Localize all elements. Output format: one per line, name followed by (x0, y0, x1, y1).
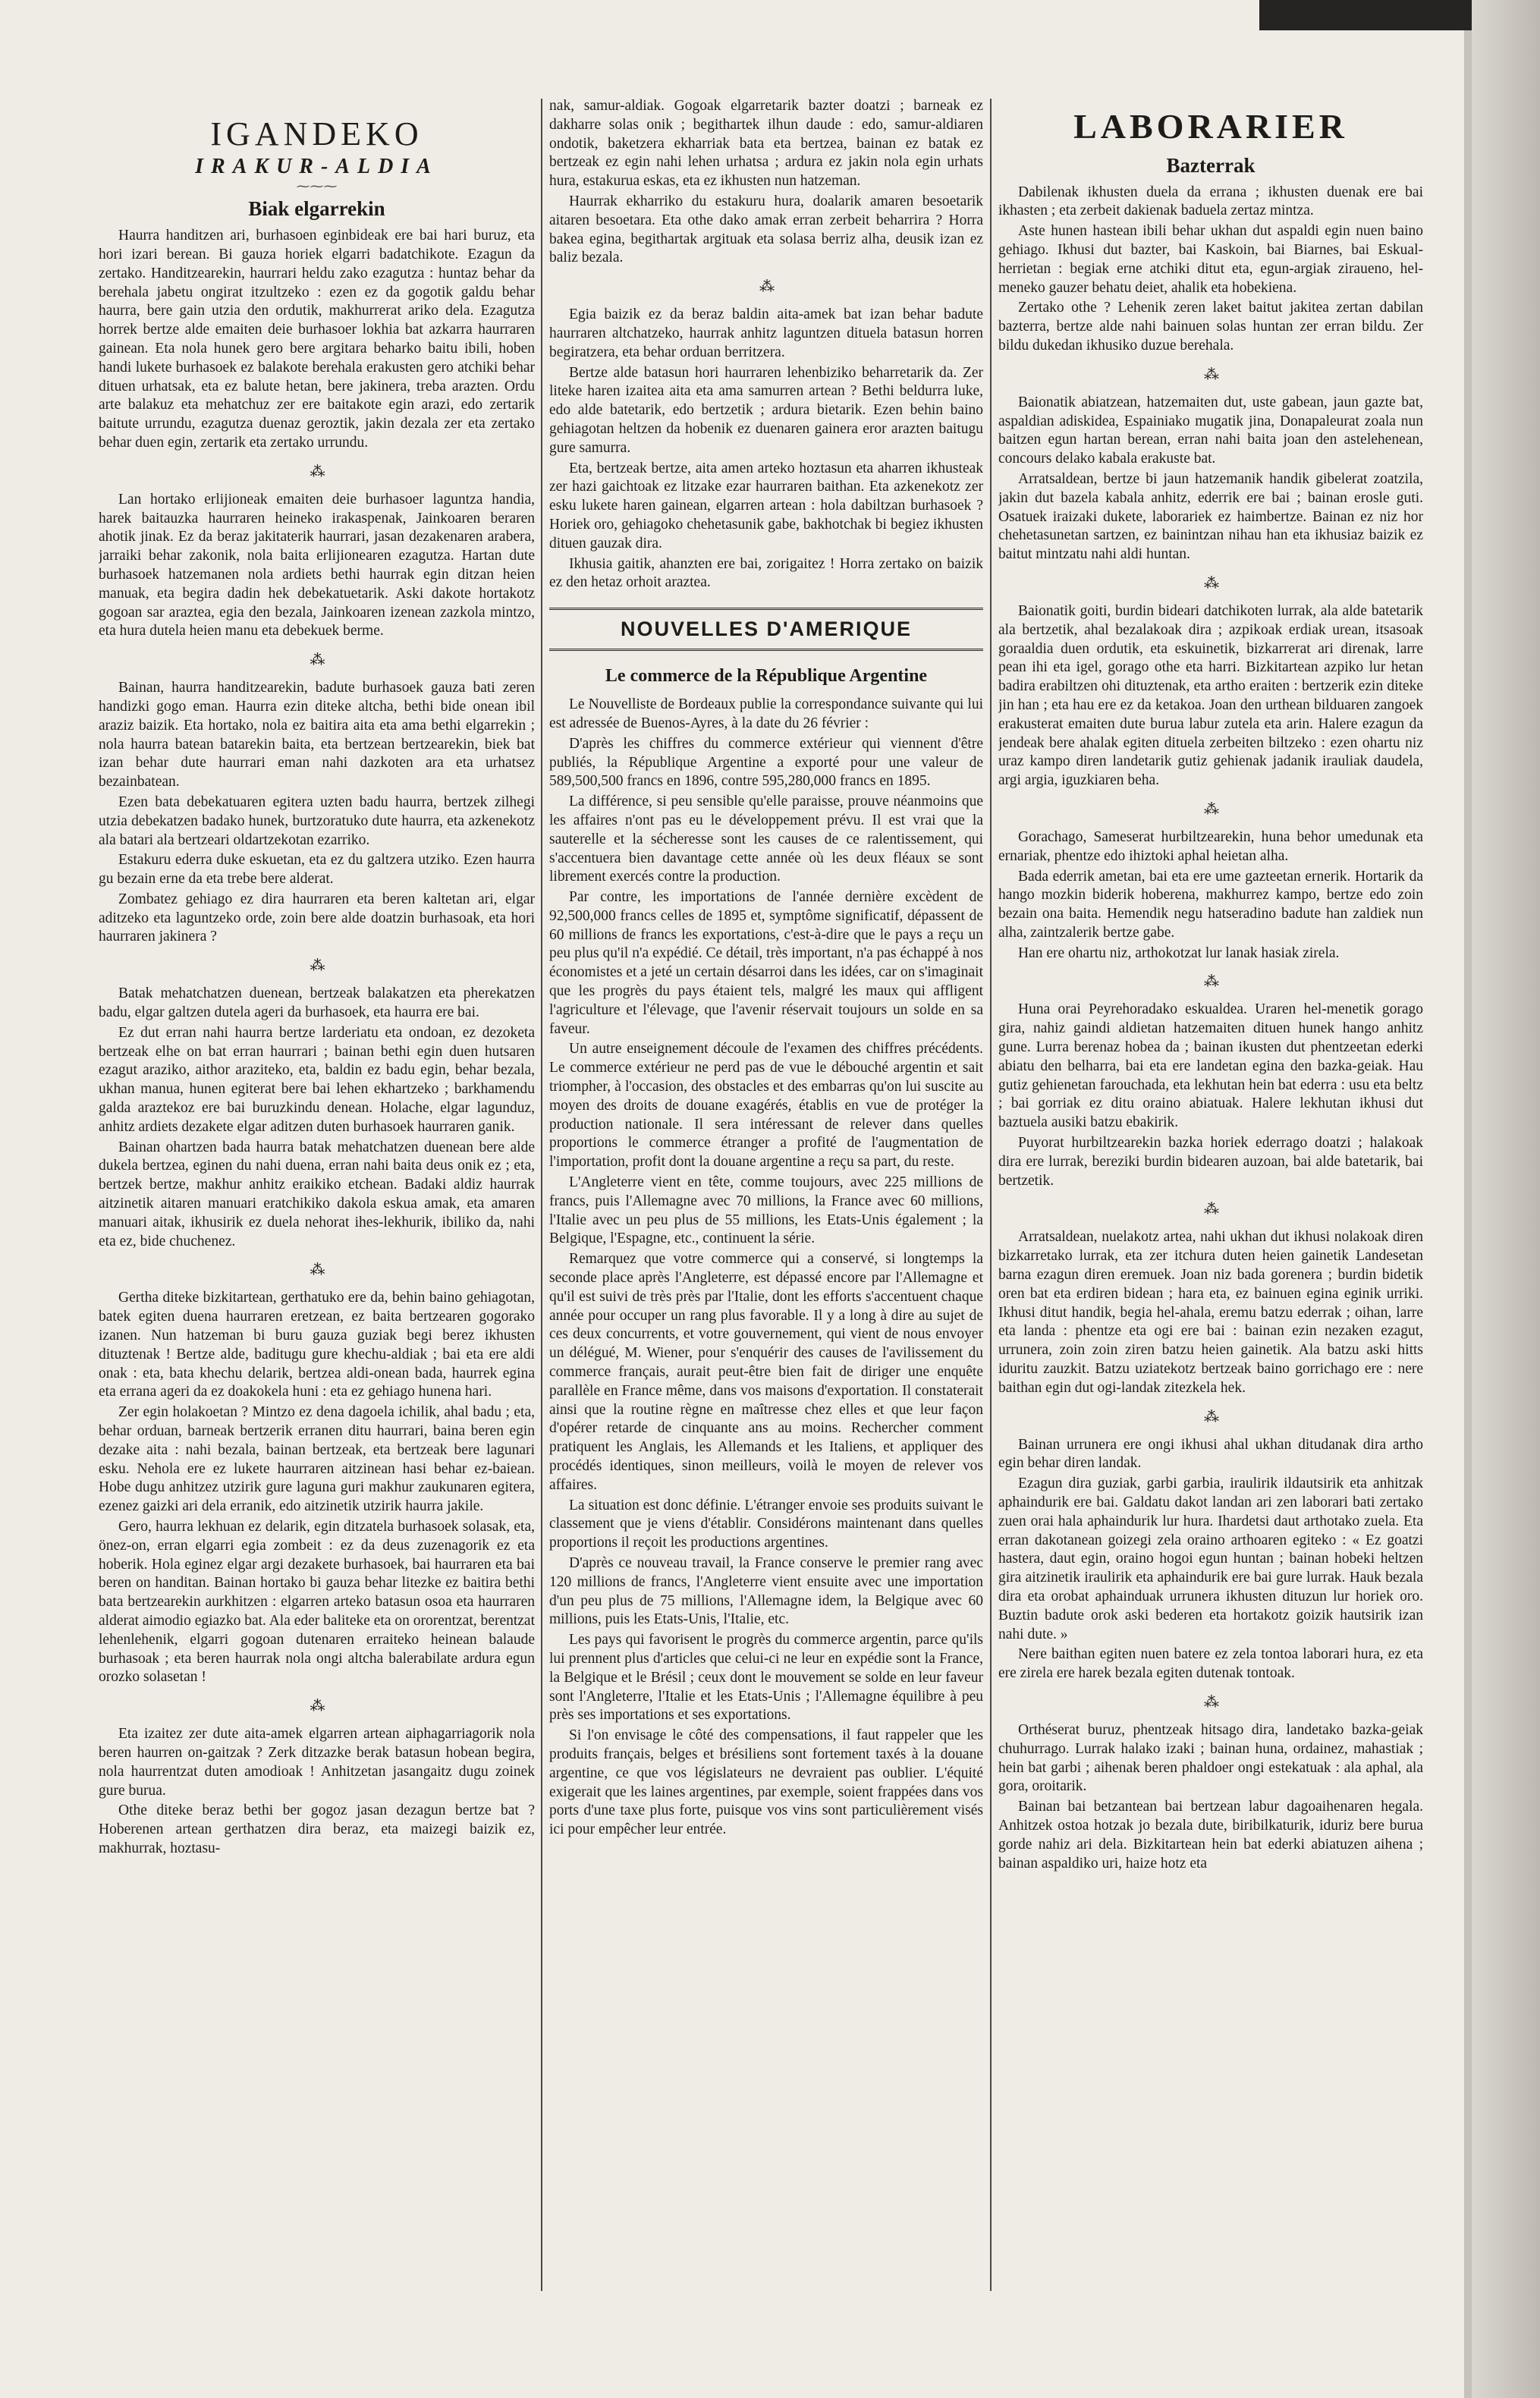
nouvelles-banner (549, 608, 983, 651)
paragraph: Aste hunen hastean ibili behar ukhan dut aspaldi egin nuen baino gehiago. Ikhusi dut bazter, bai Kaskoin, bai Biarnes, bai Eskual-herrietan : begiak erne atchiki ditut eta, egun-argiak ziraueno, hel-meneko gauzer behatu deiet, ahalik eta hobekiena. (998, 223, 1423, 296)
column-rule-left (541, 99, 542, 2291)
column-rule-right (990, 99, 992, 2291)
paragraph: Nere baithan egiten nuen batere ez zela tontoa laborari hura, ez eta ere zirela ere harek bezala egiten dutenak tontoak. (998, 1646, 1423, 1682)
asterism-ornament: ⁂ (310, 463, 324, 480)
biak-elgarrekin-heading: Biak elgarrekin (248, 197, 385, 221)
paragraph: Eta, bertzeak bertze, aita amen arteko hoztasun eta aharren ikhusteak zer hazi gaichtoak ez litzake ezar haurraren baithan. Eta azkenekotz zer esku lukete haren gainean, elgarren artean : hola dabiltzan burhasoek ? Horiek oro, gehiagoko chehetasunik gabe, bakhotchak bi begiez ikhusten dituen gauzak dira. (549, 460, 983, 552)
article-paragraph: Remarquez que votre commerce qui a conservé, si longtemps la seconde place après l'Angleterre, est dépassé encore par l'Allemagne et qu'il est suivi de très près par l'Italie, dont les efforts s'accentuent chaque année pour occuper un rang plus favorable. Il y a long à dire au sujet de ces deux concurrents, et votre gouvernement, qui vient de nous envoyer un délégué, M. Wiener, pour s'enquérir des causes de l'avilissement du commerce français, aurait peut-être bien fait de diriger une enquête parallèle en France même, dans vos maisons d'exportation. Il constaterait ainsi que la routine règne en maîtresse chez elles et que leur façon d'opérer retarde de cinquante ans au moins. Rechercher comment pratiquent les Anglais, les Allemands et les Italiens, et appliquer des procédés identiques, sinon meilleurs, voilà le moyen de relever vos affaires. (549, 1251, 983, 1493)
column-middle (549, 97, 983, 2335)
paragraph: Gertha diteke bizkitartean, gerthatuko ere da, behin baino gehiagotan, batek egiten duena haurraren eretzean, ez baita bertzearen gogorako izanen. Nun hatzeman bi buru gauza guziak begi berez ikhusten dituztenak ! Bertze alde, baditugu gure khechu-aldiak ; bai eta ere aldi onak : eta, bata khechu delarik, bertzea aldi-onean bada, haurrek egina eta errana ageri da ez doakokela huni : eta ez gehiago hunena hari. (99, 1290, 535, 1400)
paragraph: Puyorat hurbiltzearekin bazka horiek ederrago doatzi ; halakoak dira ere lurrak, bereziki burdin bidearen auzoan, bai alde batetarik, bai bertzetik. (998, 1135, 1423, 1189)
article-title: Le commerce de la République Argentine (605, 666, 928, 687)
paragraph: Zombatez gehiago ez dira haurraren eta beren kaltetan ari, elgar aditzeko eta laguntzeko orde, zoin bere alde doatzin burhasoak, eta hori haurraren jakinera ? (99, 891, 535, 945)
paragraph: Haurrak ekharriko du estakuru hura, doalarik amaren besoetarik aitaren besoetara. Eta othe dako amak erran zerbeit beharrira ? Horra bakea egina, begithartak argituak eta solasa berriz alha, deusik izan ez baliz bezala. (549, 193, 983, 266)
article-paragraph: D'après les chiffres du commerce extérieur qui viennent d'être publiés, la République Argentine a exporté pour une valeur de 589,500,500 francs en 1896, contre 595,280,000 francs en 1895. (549, 735, 983, 790)
paragraph: Gero, haurra lekhuan ez delarik, egin ditzatela burhasoek solasak, eta, önez-on, erran elgarri egia zombeit : ez da deus zuzenagorik ez eta hoberik. Hola eginez elgar argi dezakete burhasoek, bai haurraren eta bai beren on handitan. Bainan hortako bi gauza behar litezke ez baitira bethi bata bertzearekin aurkhitzen : elgarren arteko batasun osoa eta haurraren alderat aimodio egiazko bat. Ala eder baliteke eta on ororentzat, berentzat lehenlehenik, elgarri gogoan dutenaren erraiteko heinean balaude burhasoak ; eta beren haurrak nola ongi altcha balerabilate ardura egun orozko solasetan ! (99, 1519, 535, 1686)
column-igandeko (99, 97, 535, 2335)
igandeko-title: IGANDEKO (210, 115, 423, 152)
paragraph: Baionatik abiatzean, hatzemaiten dut, uste gabean, jaun gazte bat, aspaldian adiskidea, Espainiako mugatik jina, Donapaleurat zoala nun baitzen egun hartan berean, erran nahi baita joan den astelehenean, concours delako kabala erakuste bat. (998, 394, 1423, 467)
paragraph: Ikhusia gaitik, ahanzten ere bai, zorigaitez ! Horra zertako on baizik ez den hetaz orhoit araztea. (549, 555, 983, 591)
paragraph: Ez dut erran nahi haurra bertze larderiatu eta ondoan, ez dezoketa bertzeak elhe on bat erran haurrari ; bainan bethi egin duen hutsaren ezagut araziko, aithor araziteko, eta, baldin ez badu egin, behar bezala, ukhan manua, hunen egiterat bere bai lehen ekhartzeko ; barkhamendu galda araztekoz ere bai buruzkindu denean. Holache, elgar lagunduz, anhitz ardiets dezakete elgar aditzen duten burhasoek haurraren ganik. (99, 1024, 535, 1135)
article-paragraph: Le Nouvelliste de Bordeaux publie la correspondance suivante qui lui est adressée de Buenos-Ayres, à la date du 26 février : (549, 696, 983, 731)
article-paragraph: Si l'on envisage le côté des compensations, il faut rappeler que les produits français, belges et brésiliens sont fortement taxés à la douane argentine, ce que vos législateurs ne devraient pas oublier. L'équité exigerait que les laines argentines, par exemple, soient frappées dans vos ports d'une taxe plus forte, puisque vos vins sont particulièrement visés ici pour empêcher leur entrée. (549, 1727, 983, 1838)
article-paragraph: Un autre enseignement découle de l'examen des chiffres précédents. Le commerce extérieur ne perd pas de vue le débouché argentin et sait triompher, à l'occasion, des obstacles et des embarras qu'on lui suscite au moyen des droits de douane exagérés, établis en vue de protéger la production nationale. Il sera intéressant de relever dans quelles proportions le commerce étranger a profité de l'augmentation de l'importation, profit dont la douane argentine a reçu sa part, du reste. (549, 1041, 983, 1171)
paragraph: nak, samur-aldiak. Gogoak elgarretarik bazter doatzi ; barneak ez dakharre solas onik ; begithartek ilhun daude : edo, samur-aldiaren ondotik, baketzera ekharriak bata eta bertzea, bainan ez batak ez bertzeak ez egin nahi lehen urhatsa ; ardura ez jakin nola egin urhats hura, estakurua eskas, eta ez ikhusten nun hatzeman. (549, 98, 983, 190)
article-paragraph: Par contre, les importations de l'année dernière excèdent de 92,500,000 francs celles de 1895 et, symptôme significatif, dépassent de 60 millions de francs les exportations, c'est-à-dire que le pays a reçu un peu plus qu'il n'a expédié. Ce détail, très important, n'a pas échappé à nos économistes et a jeté un certain désarroi dans les idées, car on s'imaginait que les progrès du pays étaient tels, malgré les maux qui affligent l'agriculture et l'élevage, que l'avenir réservait toujours un solde en sa faveur. (549, 889, 983, 1037)
asterism-ornament: ⁂ (1204, 1408, 1218, 1425)
paragraph: Ezagun dira guziak, garbi garbia, iraulirik ildautsirik eta anhitzak aphaindurik ere bai. Galdatu dakot landan ari zen laborari bati zertako zuen orai hala aphaindurik lur hura. Ihardetsi daut arthotako zuela. Eta erran dakotanean goizegi zela oraino arthoaren egiteko : « Ez goatzi hastera, daut egin, oraino hogoi egun huntan ; bainan hobeki heltzen gira aitzinetik iraulirik eta aphaindurik ere bai gure lurrak. Hauk bezala dira eta orobat aphainduak urrunera ikhusten dituzun lur horiek oro. Buztin badute orok aski bederen eta hortakotz goizik hautsirik izan nahi dute. » (998, 1476, 1423, 1642)
asterism-ornament: ⁂ (759, 278, 773, 296)
paragraph: Bainan bai betzantean bai bertzean labur dagoaihenaren hegala. Anhitzek ostoa hotzak jo bezala dute, biribilkaturik, iduriz bere burua gorde nahiz ari dela. Bizkitartean hein bat ederki abiatuzen aihena ; bainan aspaldiko uri, haize hotz eta (998, 1799, 1423, 1872)
column-laborarier (998, 97, 1423, 2335)
paragraph: Bainan, haurra handitzearekin, badute burhasoek gauza bati zeren handizki gogo eman. Haurra ezin diteke altcha, bethi bide onean ibil araziz baizik. Eta hortako, nola ez baitira aita eta ama bethi elgarrekin ; nola haurra batean batarekin baita, eta bertzean bertzearekin, biek bat izan behar dute haurrari eman nahi dazkoten ara eta urhatsez bezainbatean. (99, 680, 535, 790)
paragraph: Dabilenak ikhusten duela da errana ; ikhusten duenak ere bai ikhasten ; eta zerbeit dakienak baduela zertaz mintza. (998, 184, 1423, 219)
asterism-ornament: ⁂ (1204, 973, 1218, 991)
paragraph: Arratsaldean, bertze bi jaun hatzemanik handik gibelerat zoatzila, jakin dut bazela kabala anhitz, ederrik ere bai ; bainan erosle guti. Osatuek iraizaki dukete, laborariek ez haimbertze. Bainan ez niz hor chehetasunetan sartzen, ez bainintzan nihau han eta ikhusiaz baizik ez baitut mintzatu nahi aldi huntan. (998, 470, 1423, 563)
article-paragraph: La situation est donc définie. L'étranger envoie ses produits suivant le classement que je viens d'établir. Considérons maintenant dans quelles proportions il reçoit les productions argentines. (549, 1497, 983, 1551)
paragraph: Huna orai Peyrehoradako eskualdea. Uraren hel-menetik gorago gira, nahiz gaindi aldietan hatzemaiten dituen hunek hango anhitz gune. Lurra berenaz hobea da ; bainan ikusten dut phentzeetan ederki abiatu den belharra, bai eta ere landetan egina den bazka-geiak. Hau gutiz gehienetan farouchadа, eta lekhutan hein bat ederra : usu eta beltz ; bai gorriak ez ditu oraino abiatuak. Halere lekhutan ikhusi dut baztuela ausiki batzu ebakirik. (998, 1001, 1423, 1131)
paragraph: Eta izaitez zer dute aita-amek elgarren artean aiphagarriagorik nola beren haurren on-gaitzak ? Zerk ditzazke berak batasun hobean begira, nola haurrentzat duten amodioak ! Anhitzetan jasangaitz dugu zoinek gure burua. (99, 1726, 535, 1799)
paragraph: Ezen bata debekatuaren egitera uzten badu haurra, bertzek zilhegi utzia debekatzen badako hunek, burtzoratuko dute haurra, eta azkenekotz ala batari ala bertzeari oldartzekotan ezarriko. (99, 794, 535, 848)
paragraph: Haurra handitzen ari, burhasoen eginbideak ere bai hari buruz, eta hori izari berean. Bi gauza horiek elgarri badatchikote. Ezagun da zertako. Handitzearekin, haurrari heldu zako ezagutza : huntaz behar da berehala jabetu ongirat itzultzeko : ezen ez da gogotik galdu behar haurra, bere gain utzia den ordutik, makhurrerat ariko dela. Ezagutza horrek bertze alde emaiten deie burhasoer lokhia bat azkarra haurraren gainean. Eta nola hunek gero bere argitara beharko baitu ibili, hoben handi lukete burhasoek ez balakote berehala erakusten gero atchiki behar dituen urhatsak, eta ez balute hetan, bere jakinera, treba arazten. Ordu arte balakuz eta mehatchuz zer ere baitakote egin arazi, edo zertarik baitute urrundu, ezagutza duenaz geroztik, jakin dezala zer eta zertako behar duen egin, zertarik eta zertako urrundu. (99, 228, 535, 451)
paragraph: Orthéserat buruz, phentzeak hitsago dira, landetako bazka-geiak chuhurrago. Lurrak halako izaki ; bainan huna, ordainez, mahastiak ; hein bat garbi ; aihenak beren phaldoer ongi estekatuak : ala aphal, ala gora, oroitarik. (998, 1721, 1423, 1795)
asterism-ornament: ⁂ (1204, 1201, 1218, 1218)
asterism-ornament: ⁂ (310, 1698, 324, 1715)
paragraph: Zertako othe ? Lehenik zeren laket baitut jakitea zertan dabilan bazterra, bertze alde nahi bainuen solas huntan zer erran bildu. Zer bildu dukedan ikhusiko duzue berehala. (998, 300, 1423, 354)
paragraph: Arratsaldean, nuelakotz artea, nahi ukhan dut ikhusi nolakoak diren bizkarretako lurrak, eta zer itchura duten heien gainetik Landesetan barna ezagun diren eremuek. Joan niz bada gorenera ; burdin bidetik oren bat eta erdiren bidean ; hara eta, ez bainuen egina eginik urriki. Ikhusi ditut handik, begia hel-ahala, eremu batzu ederrak ; oihan, larre eta landa : phentze eta ogi ere bai : bainan ezin nezaken ezagut, urrunera, zoin zoin ziren batzu heien gainetik. Ala batzu aski hitts iduritu zauzkit. Batzu uziatekotz bertzeak baino gorrichago ere : nere baithan egin dut ogi-landak zitezkela hek. (998, 1229, 1423, 1396)
adjacent-page-strip (1472, 0, 1540, 2398)
paragraph: Othe ditekе beraz bethi ber gogoz jasan dezagun bertze bat ? Hoberenen artean gerthatzen dira beraz, eta maizegi baizik ez, makhurrak, hoztasu- (99, 1802, 535, 1856)
asterism-ornament: ⁂ (310, 957, 324, 975)
irakur-aldia-subtitle: IRAKUR-ALDIA (195, 155, 438, 179)
article-paragraph: D'après ce nouveau travail, la France conserve le premier rang avec 120 millions de francs, l'Angleterre vient ensuite avec une importation d'un peu plus de 75 millions, l'Allemagne idem, la Belgique avec 60 millions, puis les Etats-Unis, l'Italie, etc. (549, 1554, 983, 1628)
article-paragraph: Les pays qui favorisent le progrès du commerce argentin, parce qu'ils lui prennent plus d'articles que celui-ci ne leur en expédie sont la France, la Belgique et le Brésil ; ceux dont le mouvement se solde en leur faveur sont l'Angleterre, l'Italie et les Etats-Unis ; l'Allemagne équilibre à peu près ses importations et ses exportations. (549, 1632, 983, 1724)
paragraph: Estakuru ederra duke eskuetan, eta ez du galtzera utziko. Ezen haurra gu bezain erne da eta trebe bere alderat. (99, 852, 535, 888)
paragraph: Han ere ohartu niz, arthokotzat lur lanak hasiak zirela. (1018, 944, 1340, 961)
asterism-ornament: ⁂ (1204, 366, 1218, 383)
paragraph: Egia baizik ez da beraz baldin aita-amek bat izan behar badute haurraren altchatzeko, haurrak anhitz laguntzen dituela batasun horren begiratzera, eta behar orduan berritzera. (549, 306, 983, 360)
article-paragraph: L'Angleterre vient en tête, comme toujours, avec 225 millions de francs, puis l'Allemagne avec 70 millions, la France avec 60 millions, l'Italie avec un peu plus de 55 millions, les Etats-Unis également ; la Belgique, l'Espagne, etc., continuent la série. (549, 1174, 983, 1247)
asterism-ornament: ⁂ (1204, 574, 1218, 592)
paragraph: Bada ederrik ametan, bai eta ere ume gazteetan ernerik. Hortarik da hango mozkin biderik hoberena, makhurrez kampo, bertze edo zoin bezain ona baita. Hemendik negu hatseradino badute han zaldiek nun alha, zaintzalerik bertze gabe. (998, 868, 1423, 941)
paragraph: Gorachago, Sameserat hurbiltzearekin, huna behor umedunak eta ernariak, phentze edo ihiztoki aphal heietan alha. (998, 828, 1423, 864)
nouvelles-damerique-title: NOUVELLES D'AMERIQUE (621, 618, 912, 641)
bazterrak-heading: Bazterrak (1166, 153, 1256, 177)
asterism-ornament: ⁂ (310, 1262, 324, 1279)
asterism-ornament: ⁂ (1204, 1693, 1218, 1711)
asterism-ornament: ⁂ (310, 652, 324, 669)
title-ornament: ⁓⁓⁓ (296, 178, 338, 194)
paragraph: Bainan urrunera ere ongi ikhusi ahal ukhan ditudanak dira artho egin behar diren landak. (998, 1436, 1423, 1472)
paragraph: Bainan ohartzen bada haurra batak mehatchatzen duenean bere alde dukela bertzea, eginen du nahi duena, erran nahi baita deus onik ez ; eta, bertzek bertze, makhur anhitz eraikiko etchean. Badaki aldiz haurrak aitzinetik aitaren manuari eratchikiko dakola eskua amak, eta amaren manuari aitak, ikhusirik ez duela nehorat ihes-lekhurik, ibiliko da, nahi eta ez, bide chuchenez. (99, 1139, 535, 1249)
paragraph: Batak mehatchatzen duenean, bertzeak balakatzen eta pherekatzen badu, elgar galtzen dutela ageri da burhasoek, eta haurra ere bai. (99, 985, 535, 1021)
paragraph: Zer egin holakoetan ? Mintzo ez dena dagoela ichilik, ahal badu ; eta, behar orduan, barneak bertzerik erranen ditu haurrari, baina beren egin dezake aita : nahi bezala, bainan bertzeak, eta bertzeak bere lagunari esku. Nehola ere ez lukete haurraren aitzinean hasi behar ez-baiean. Hobe dugu anhitzez utzirik gure laguna guri makhur zaukunaren egitera, ezenez gaizki ari dela erranik, edo aitzinetik utzirik haurra jakile. (99, 1404, 535, 1515)
paragraph: Bertze alde batasun hori haurraren lehenbiziko beharretarik da. Zer liteke haren izaitea aita eta ama samurren artean ? Bethi beldurra luke, edo alde batetarik, edo bertzetik ; ardura bietarik. Ezen behin baino gehiagotan heltzen da hobenik ez duenaren gainera eror arazten baitugu gure samurra. (549, 364, 983, 456)
article-paragraph: La différence, si peu sensible qu'elle paraisse, prouve néanmoins que les affaires n'ont pas eu le développement prévu. Il est vrai que la sauterelle et la sécheresse sont les causes de ce ralentissement, qui s'accentuera bien davantage cette année où les deux fléaux se sont librement exercés contre la production. (549, 794, 983, 885)
laborarier-title: LABORARIER (1073, 107, 1348, 146)
asterism-ornament: ⁂ (1204, 800, 1218, 818)
paragraph: Baionatik goiti, burdin bideari datchikoten lurrak, ala alde batetarik ala bertzetik, ahal bezalakoak dira ; azpikoak erdiak urean, itsasoak goraaldia duen ordutik, eta eskuinetik, bizkarrerat ari direnak, larre pean ihi eta igel, gorago othe eta harri. Bizkitartean azpiko lur hetan badira erabiltzen ohi dituztenak, eta artho eraiten : bertzerik ezin diteke jin han ; eta hau ere ez da ketakoa. Joan den urthean bilduaren zangoek erakusterat emaiten dute burua labur zutela eta arin. Halere ezagun da jendeak bere ahalak egiten dituela zerbeiten biltzeko : ezen ohartu niz uraz kampo diren landetarik gutiz gehienak jadanik irauliak daudela, argi argia, iguzkiaren beha. (998, 602, 1423, 789)
paragraph: Lan hortako erlijioneak emaiten deie burhasoer laguntza handia, harek baitauzka haurraren heineko irakaspenak, Jainkoaren beraren ahotik jinak. Ez da beraz jakitaterik haurrari, jasan dezakenaren arabera, jarraiki behar zakonik, nola baita erlijionearen ezagutza. Hartan dute burhasoek hatzemanen nola ardiets bethi haurrak egin ditzan heien manuak, eta begira dadin hek debekatuetarik. Aski dakote hortakotz gogoan sar araztea, egia den bezala, Jainkoaren izenean zazkola mintzo, eta hura dutela heien manu eta debekuek berme. (99, 491, 535, 640)
